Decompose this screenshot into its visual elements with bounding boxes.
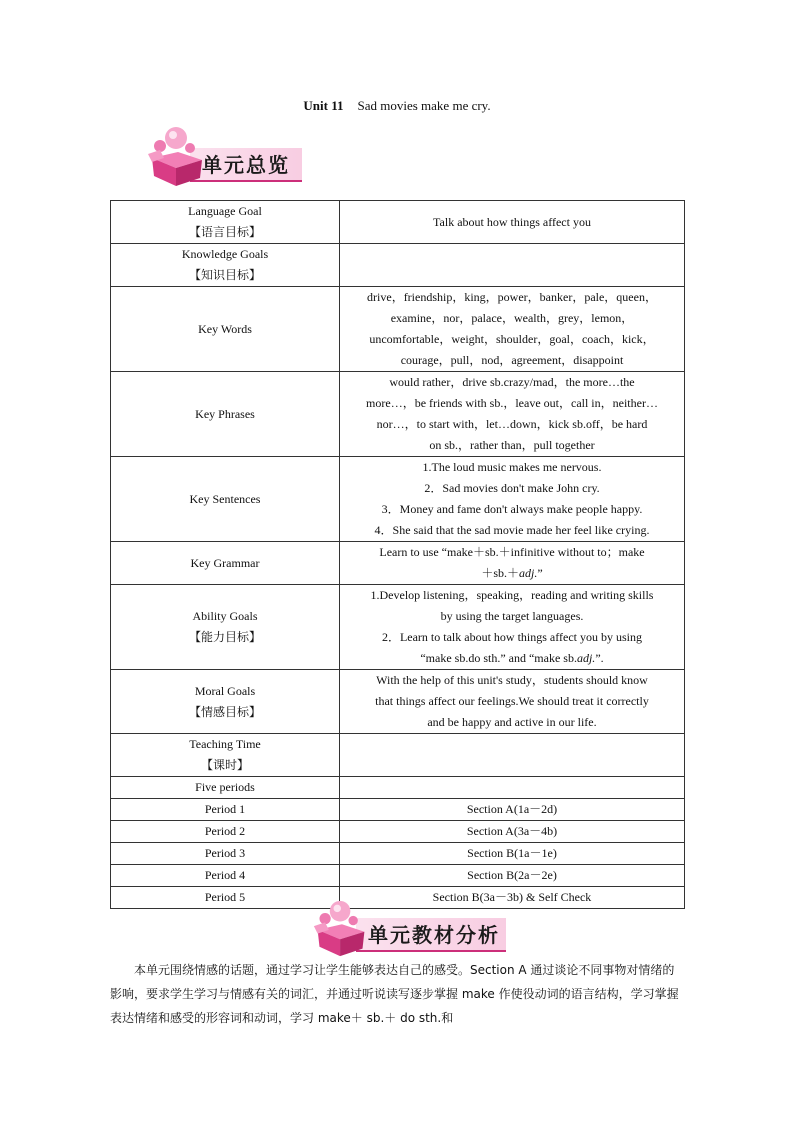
- row-label-ability-goals: Ability Goals 【能力目标】: [111, 585, 340, 670]
- table-row: [111, 201, 685, 244]
- row-value-key-words: drive，friendship，king，power，banker，pale，queen， examine，nor，palace，wealth，grey，lemon， uncomfortable，weight，shoulder，goal，coach，kick， courage，pull，nod，agreement，disappoint: [340, 287, 685, 372]
- table-row: [111, 799, 685, 821]
- row-value-language-goal: Talk about how things affect you: [340, 201, 685, 244]
- row-label-language-goal: Language Goal 【语言目标】: [111, 201, 340, 244]
- table-row: [111, 865, 685, 887]
- row-label-teaching-time: Teaching Time 【课时】: [111, 734, 340, 777]
- period-label: Period 2: [111, 821, 340, 843]
- period-label: Period 4: [111, 865, 340, 887]
- row-value-moral-goals: With the help of this unit's study，students should know that things affect our feelings.We should treat it correctly and be happy and active in our life.: [340, 670, 685, 734]
- table-row: [111, 843, 685, 865]
- table-row: [111, 244, 685, 287]
- page-title: [0, 98, 794, 114]
- row-label-five-periods: Five periods: [111, 777, 340, 799]
- period-section: Section B(3a－3b) & Self Check: [340, 887, 685, 909]
- period-section: Section B(2a－2e): [340, 865, 685, 887]
- row-label-key-sentences: Key Sentences: [111, 457, 340, 542]
- period-label: Period 1: [111, 799, 340, 821]
- row-value-five-periods: [340, 777, 685, 799]
- table-row: [111, 372, 685, 457]
- row-label-key-phrases: Key Phrases: [111, 372, 340, 457]
- table-row: [111, 287, 685, 372]
- row-value-key-sentences: 1.The loud music makes me nervous. 2．Sad movies don't make John cry. 3．Money and fame don't always make people happy. 4．She said that the sad movie made her feel like crying.: [340, 457, 685, 542]
- period-section: Section A(3a－4b): [340, 821, 685, 843]
- row-label-moral-goals: Moral Goals 【情感目标】: [111, 670, 340, 734]
- table-row: [111, 821, 685, 843]
- table-row: [111, 670, 685, 734]
- table-row: [111, 542, 685, 585]
- section-banner-analysis: [312, 898, 512, 958]
- table-row: [111, 457, 685, 542]
- row-label-key-words: Key Words: [111, 287, 340, 372]
- row-value-key-grammar: Learn to use “make＋sb.＋infinitive without to；make ＋sb.＋adj.”: [340, 542, 685, 585]
- unit-subtitle: Sad movies make me cry.: [357, 98, 491, 113]
- analysis-paragraph: 本单元围绕情感的话题，通过学习让学生能够表达自己的感受。Section A 通过谈论不同事物对情绪的影响，要求学生学习与情感有关的词汇，并通过听说读写逐步掌握 make 作使役动词的语言结构，学习掌握表达情绪和感受的形容词和动词，学习 make＋ sb.＋ do sth.和: [110, 963, 679, 1025]
- row-value-ability-goals: 1.Develop listening，speaking，reading and writing skills by using the target languages. 2．Learn to talk about how things affect you by using “make sb.do sth.” and “make sb.adj.”.: [340, 585, 685, 670]
- section-banner-overview: [146, 124, 306, 188]
- table-row: [111, 734, 685, 777]
- row-value-key-phrases: would rather，drive sb.crazy/mad，the more…the more…，be friends with sb.，leave out，call in，neither… nor…，to start with，let…down，kick sb.off，be hard on sb.，rather than，pull together: [340, 372, 685, 457]
- table-row: [111, 777, 685, 799]
- unit-number: Unit 11: [303, 98, 344, 113]
- banner-label: 单元教材分析: [368, 923, 500, 947]
- period-label: Period 5: [111, 887, 340, 909]
- period-section: Section A(1a－2d): [340, 799, 685, 821]
- row-label-knowledge-goals: Knowledge Goals 【知识目标】: [111, 244, 340, 287]
- table-row: [111, 585, 685, 670]
- row-value-knowledge-goals: [340, 244, 685, 287]
- period-label: Period 3: [111, 843, 340, 865]
- banner-label: 单元总览: [202, 153, 290, 177]
- unit-overview-table: [110, 200, 685, 909]
- row-value-teaching-time: [340, 734, 685, 777]
- period-section: Section B(1a－1e): [340, 843, 685, 865]
- row-label-key-grammar: Key Grammar: [111, 542, 340, 585]
